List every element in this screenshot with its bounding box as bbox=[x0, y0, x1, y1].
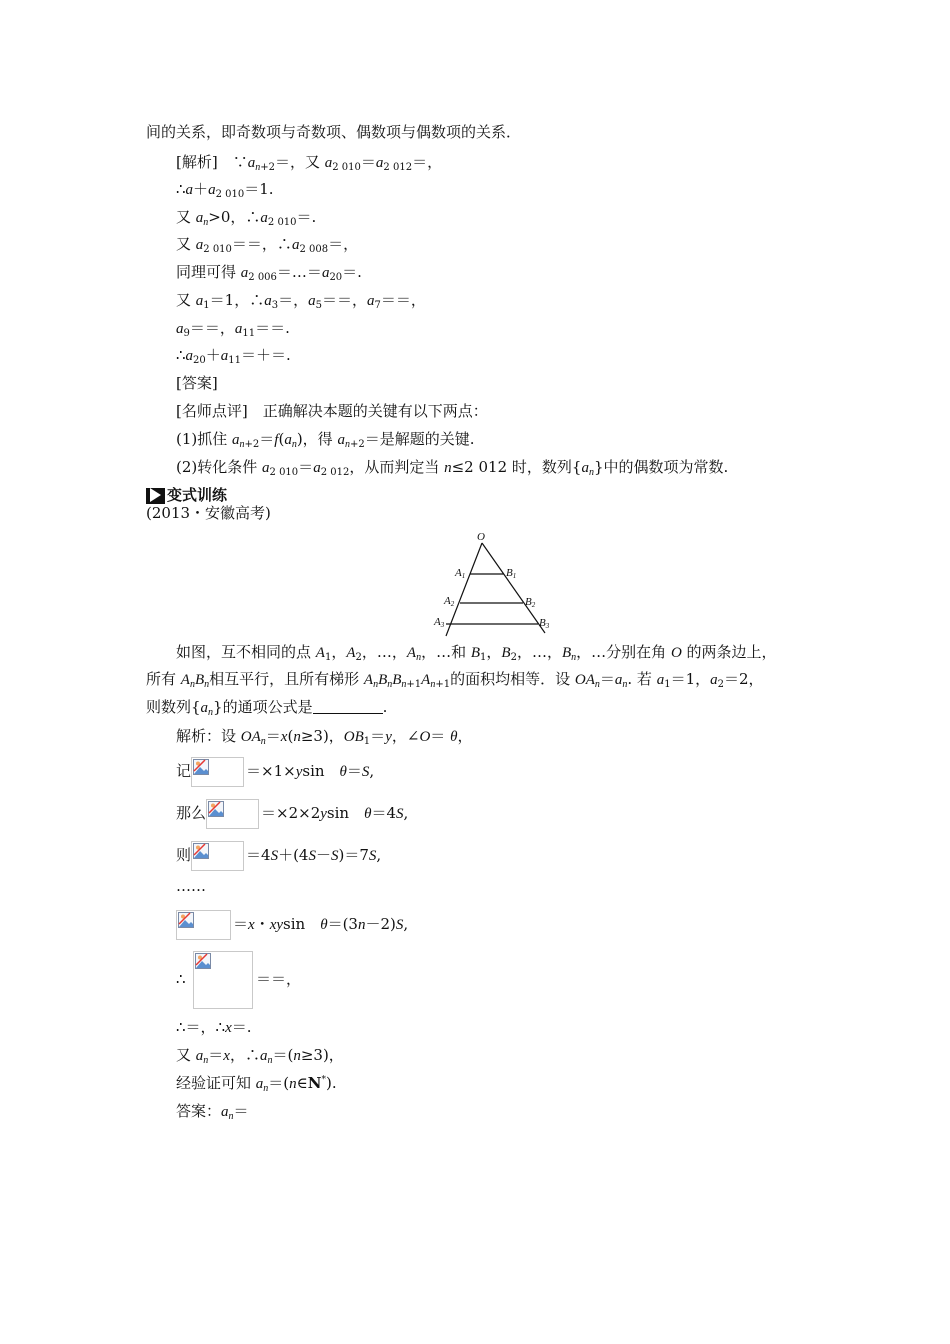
sol-line-1: 解析：设 $OA_n=x(n\ge 3)$，$OB_1=y$，∠O＝ θ， bbox=[176, 727, 473, 747]
sol-line-2: 记 ＝×1×ysin θ＝S, bbox=[176, 757, 374, 787]
answer-tag: [答案] bbox=[176, 374, 218, 392]
label-O: O bbox=[477, 531, 485, 543]
solution-line-8: $\therefore a_{20}+a_{11}=+=$. bbox=[176, 346, 291, 366]
problem-line-3: 则数列$\{a_n\}$的通项公式是 . bbox=[146, 698, 388, 718]
label-A1: A1 bbox=[455, 567, 466, 580]
sol-line-8: 又 $a_n=x$，$\therefore a_n=(n\ge 3)$， bbox=[176, 1046, 344, 1066]
source-line: (2013・安徽高考) bbox=[146, 504, 271, 522]
broken-image-5 bbox=[193, 951, 253, 1009]
text-line-1: 间的关系，即奇数项与奇数项、偶数项与偶数项的关系． bbox=[146, 123, 522, 141]
solution-line-2: $\therefore a+a_{2 010}=1$. bbox=[176, 180, 274, 200]
label-A3: A3 bbox=[434, 616, 445, 629]
problem-line-1: 如图，互不相同的点 $A_1$，$A_2$，…，$A_n$，…和 $B_1$，$B_2$，…，$B_n$，…分别在角 O 的两条边上， bbox=[176, 643, 777, 663]
solution-line-5: 同理可得 $a_{2 006}=\dots=a_{20}=$. bbox=[176, 263, 362, 283]
solution-line-3: 又 $a_n>0$，$\therefore a_{2 010}=$. bbox=[176, 208, 317, 228]
sol-line-4: 则 ＝4S＋(4S－S)＝7S, bbox=[176, 841, 381, 871]
label-B3: B3 bbox=[539, 617, 550, 630]
sol-line-9: 经验证可知 $a_n=(n\in N^*)$. bbox=[176, 1074, 337, 1094]
broken-image-4 bbox=[176, 910, 231, 940]
label-B2: B2 bbox=[525, 596, 536, 609]
point-2: (2)转化条件 $a_{2 010}=a_{2 012}$，从而判定当 n≤2 012 时，数列$\{a_n\}$中的偶数项为常数. bbox=[176, 458, 729, 478]
section-header: 变式训练 bbox=[146, 485, 227, 505]
broken-image-icon bbox=[193, 843, 209, 859]
answer-blank bbox=[313, 699, 383, 714]
sol-line-5: ＝x・xysin θ＝(3n－2)S, bbox=[176, 910, 408, 940]
solution-line-1: [解析] $\because a_{n+2}=$，又 $a_{2 010}=a_{2 012}=$， bbox=[176, 153, 443, 173]
trapezoid-figure bbox=[420, 528, 570, 648]
broken-image-3 bbox=[191, 841, 244, 871]
label-A2: A2 bbox=[444, 595, 455, 608]
label-B1: B1 bbox=[506, 567, 517, 580]
sol-line-3: 那么 ＝×2×2ysin θ＝4S, bbox=[176, 799, 408, 829]
broken-image-icon bbox=[208, 801, 224, 817]
broken-image-1 bbox=[191, 757, 244, 787]
broken-image-icon bbox=[178, 912, 194, 928]
point-1: (1)抓住 $a_{n+2}=f(a_n)$，得 $a_{n+2}=$是解题的关键. bbox=[176, 430, 475, 450]
solution-line-4: 又 $a_{2 010}==$，$\therefore a_{2 008}=$， bbox=[176, 235, 359, 255]
broken-image-2 bbox=[206, 799, 259, 829]
teacher-comment: [名师点评] 正确解决本题的关键有以下两点： bbox=[176, 402, 488, 420]
sol-dots: …… bbox=[176, 877, 206, 895]
solution-line-7: $a_9==$，$a_{11}==$. bbox=[176, 319, 290, 339]
sol-answer: 答案：$a_n=$ bbox=[176, 1102, 249, 1122]
solution-line-6: 又 $a_1=1$，$\therefore a_3=$，$a_5==$，$a_7==$， bbox=[176, 291, 426, 311]
play-triangle-icon bbox=[146, 488, 165, 504]
broken-image-icon bbox=[193, 759, 209, 775]
broken-image-icon bbox=[195, 953, 211, 969]
problem-line-2: 所有 $A_nB_n$相互平行，且所有梯形 $A_nB_nB_{n+1}A_{n+1}$的面积均相等．设 $OA_n=a_n$. 若 $a_1=1$，$a_2=2$， bbox=[146, 670, 764, 690]
sol-line-7: ∴＝，∴x＝. bbox=[176, 1018, 252, 1036]
